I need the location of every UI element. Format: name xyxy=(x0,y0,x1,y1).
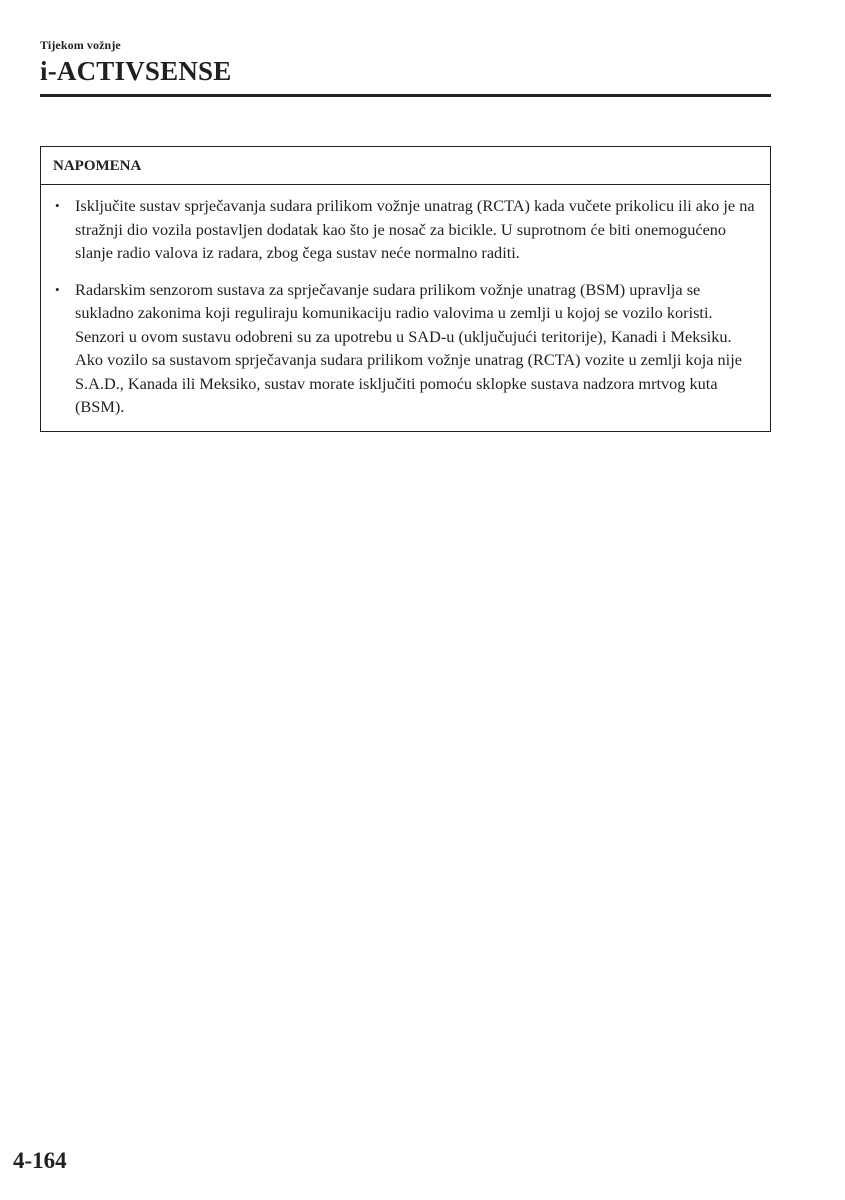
bullet-icon: • xyxy=(55,281,60,297)
note-item xyxy=(53,194,758,265)
page-number: 4-164 xyxy=(13,1148,67,1173)
note-item-text: Isključite sustav sprječavanja sudara prilikom vožnje unatrag (RCTA) kada vučete prikolicu ili ako je na stražnji dio vozila postavljen dodatak kao što je nosač za bicikle. U suprotnom će biti onemogućeno slanje radio valova iz radara, zbog čega sustav neće normalno raditi. xyxy=(75,196,755,262)
chapter-title: i-ACTIVSENSE xyxy=(40,56,232,86)
note-box xyxy=(40,146,771,432)
note-item xyxy=(53,278,758,419)
note-body xyxy=(41,185,770,431)
note-heading: NAPOMENA xyxy=(41,147,770,185)
title-rule xyxy=(40,94,771,97)
bullet-icon: • xyxy=(55,198,60,213)
note-item-text: Radarskim senzorom sustava za sprječavanje sudara prilikom vožnje unatrag (BSM) upravlja se sukladno zakonima koji reguliraju komunikaciju radio valovima u zemlji u kojoj se vozilo koristi. Senzori u ovom sustavu odobreni su za upotrebu u SAD-u (uključujući teritorije), Kanadi i Meksiku. Ako vozilo sa sustavom sprječavanja sudara prilikom vožnje unatrag (RCTA) vozite u zemlji koja nije S.A.D., Kanada ili Meksiko, sustav morate isključiti pomoću sklopke sustava nadzora mrtvog kuta (BSM). xyxy=(75,279,742,416)
section-label: Tijekom vožnje xyxy=(40,38,121,52)
